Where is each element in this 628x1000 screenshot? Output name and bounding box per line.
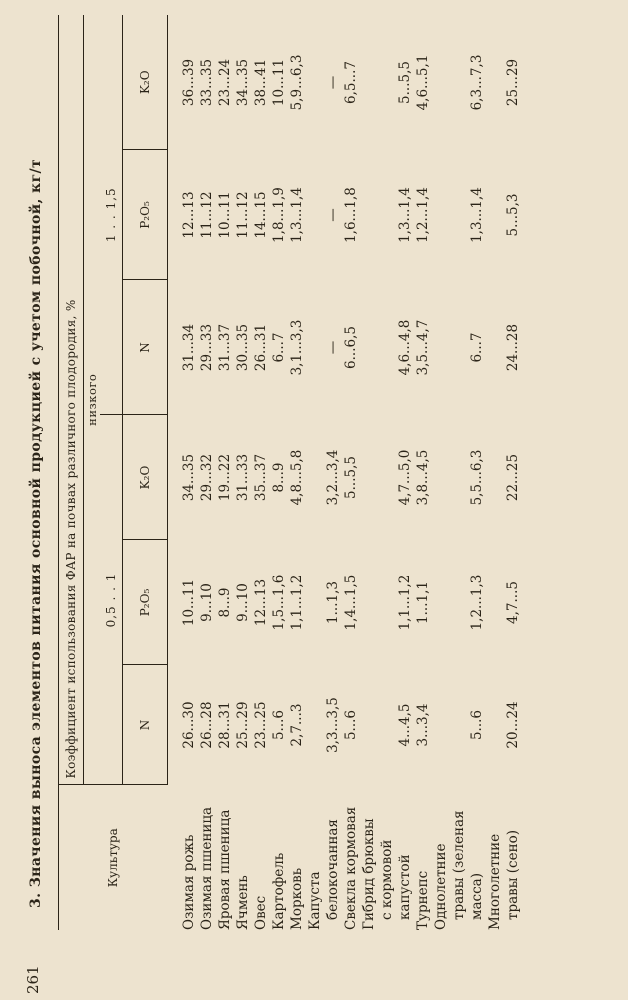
value-cell: 6...6,5 <box>343 326 359 369</box>
value-cell: 5...5,5 <box>343 456 359 499</box>
crop-name-line: Овес <box>253 895 269 930</box>
crop-name-line: масса) <box>469 873 485 920</box>
value-cell: 3,8...4,5 <box>415 449 431 506</box>
value-cell: 8...9 <box>217 587 233 618</box>
value-cell: 10...11 <box>271 58 287 107</box>
table-row <box>168 15 199 930</box>
crop-name <box>414 785 432 930</box>
value-cell: 19...22 <box>217 453 233 502</box>
value-cell: 11...12 <box>235 191 251 239</box>
table-row <box>270 15 288 930</box>
value-cell: — <box>325 340 341 355</box>
crop-name <box>342 785 360 930</box>
value-cell: 1,8...1,9 <box>271 187 287 243</box>
value-cell: 6...7 <box>469 332 485 363</box>
table-row <box>216 15 234 930</box>
value-cell: 1,4...1,5 <box>343 574 359 631</box>
value-cell: 29...32 <box>199 453 215 502</box>
crop-name-line: Картофель <box>271 852 287 930</box>
value-cell: 34...35 <box>181 453 197 502</box>
value-cell: 4,8...5,8 <box>289 449 305 506</box>
value-cell: 6,5...7 <box>343 61 359 104</box>
crop-name-line: Турнепс <box>415 870 431 930</box>
table-row <box>234 15 252 930</box>
value-cell: 10...11 <box>217 191 233 239</box>
table-row <box>288 15 306 930</box>
table-row <box>360 15 414 930</box>
value-cell: 12...13 <box>181 191 197 239</box>
value-cell: 31...34 <box>181 323 197 372</box>
element-header-n-2: N <box>123 280 168 415</box>
value-cell: 36...39 <box>181 58 197 107</box>
crop-name-line: Гибрид брюквы <box>361 818 377 930</box>
crop-name <box>432 785 486 930</box>
coefficient-header: Коэффициент использования ФАР на почвах различного плодородия, % <box>59 15 84 785</box>
value-cell: 9...10 <box>235 583 251 622</box>
crop-name-line: Морковь <box>289 867 305 930</box>
crop-name <box>216 785 234 930</box>
value-cell: 28...31 <box>217 701 233 749</box>
element-header-n-1: N <box>123 665 168 785</box>
value-cell: 11...12 <box>199 191 215 239</box>
crop-name-line: травы (зеленая <box>451 810 467 920</box>
crop-name-line: с кормовой <box>379 839 395 920</box>
value-cell: — <box>325 75 341 90</box>
crop-name-line: Озимая рожь <box>180 834 197 930</box>
crop-name-line: Яровая пшеница <box>217 809 233 930</box>
value-cell: 26...31 <box>253 323 269 372</box>
value-cell: 31...33 <box>235 453 251 502</box>
crop-name-line: Озимая пшеница <box>199 806 215 930</box>
value-cell: 20...24 <box>505 701 521 749</box>
crop-name <box>252 785 270 930</box>
value-cell: 6...7 <box>271 332 287 363</box>
value-cell: 24...28 <box>505 323 521 372</box>
crop-name <box>234 785 252 930</box>
crop-name <box>288 785 306 930</box>
value-cell: 1...1,3 <box>325 581 341 624</box>
value-cell: 29...33 <box>199 323 215 372</box>
value-cell: 35...37 <box>253 453 269 502</box>
crop-name <box>270 785 288 930</box>
element-header-k2o-2: K₂O <box>123 15 168 150</box>
value-cell: 14...15 <box>253 191 269 239</box>
crop-name <box>168 785 199 930</box>
value-cell: 1,1...1,2 <box>289 574 305 631</box>
value-cell: 12...13 <box>253 578 269 627</box>
element-header-p2o5-2: P₂O₅ <box>123 150 168 280</box>
value-cell: 30...35 <box>235 323 251 372</box>
value-cell: 3,2...3,4 <box>325 449 341 506</box>
range-header-2: 1 . . 1,5 <box>100 15 123 415</box>
table-row <box>414 15 432 930</box>
nutrient-removal-table <box>58 15 528 930</box>
value-cell: 31...37 <box>217 323 233 372</box>
crop-name <box>306 785 342 930</box>
crop-column-header: Культура <box>59 785 168 930</box>
table-row <box>342 15 360 930</box>
crop-name-line: Многолетние <box>487 833 503 930</box>
element-header-p2o5-1: P₂O₅ <box>123 540 168 665</box>
value-cell: 23...25 <box>253 701 269 749</box>
value-cell: 4,7...5 <box>505 581 521 624</box>
crop-name-line: Ячмень <box>235 875 251 930</box>
table-row <box>486 15 528 930</box>
crop-name <box>360 785 414 930</box>
element-header-k2o-1: K₂O <box>123 415 168 540</box>
page-number: 261 <box>24 965 42 994</box>
value-cell: 25...29 <box>505 58 521 107</box>
value-cell: 1,5...1,6 <box>271 574 287 631</box>
value-cell: 10...11 <box>181 578 197 627</box>
value-cell: 1,3...1,4 <box>289 187 305 243</box>
value-cell: 25...29 <box>235 701 251 749</box>
value-cell: — <box>325 208 341 222</box>
crop-name <box>486 785 528 930</box>
value-cell: 1,6...1,8 <box>343 187 359 243</box>
value-cell: 1,3...1,4 <box>397 187 413 243</box>
value-cell: 3,3...3,5 <box>325 697 341 753</box>
table-caption: 3. Значения выноса элементов питания основной продукцией с учетом побочной, кг/т <box>28 158 44 908</box>
fertility-header: низкого <box>85 373 99 426</box>
value-cell: 38...41 <box>253 58 269 107</box>
value-cell: 3,1...3,3 <box>289 319 305 376</box>
value-cell: 5,9...6,3 <box>289 54 305 111</box>
value-cell: 4,6...5,1 <box>415 54 431 111</box>
value-cell: 23...24 <box>217 58 233 107</box>
value-cell: 1,2...1,4 <box>415 187 431 243</box>
value-cell: 1...1,1 <box>415 581 431 624</box>
table-row <box>432 15 486 930</box>
value-cell: 4...4,5 <box>397 703 413 747</box>
value-cell: 9...10 <box>199 583 215 622</box>
crop-name <box>198 785 216 930</box>
value-cell: 3...3,4 <box>415 703 431 747</box>
table-row <box>252 15 270 930</box>
crop-name-line: Свекла кормовая <box>343 806 359 930</box>
value-cell: 34...35 <box>235 58 251 107</box>
value-cell: 33...35 <box>199 58 215 107</box>
value-cell: 1,3...1,4 <box>469 187 485 243</box>
crop-name-line: травы (сено) <box>505 829 521 920</box>
table-row <box>306 15 342 930</box>
crop-name-line: Капуста <box>307 871 323 930</box>
value-cell: 5...6 <box>271 709 287 741</box>
value-cell: 3,5...4,7 <box>415 319 431 376</box>
value-cell: 26...28 <box>199 701 215 749</box>
value-cell: 5...5,5 <box>397 61 413 104</box>
table-row <box>198 15 216 930</box>
value-cell: 5...5,3 <box>505 193 521 237</box>
value-cell: 4,6...4,8 <box>397 319 413 376</box>
value-cell: 2,7...3 <box>289 703 305 747</box>
crop-name-line: белокочанная <box>325 819 341 920</box>
value-cell: 5...6 <box>469 709 485 741</box>
table-body <box>168 15 529 930</box>
value-cell: 5...6 <box>343 709 359 741</box>
crop-name-line: Однолетние <box>433 843 449 930</box>
value-cell: 6,3...7,3 <box>469 54 485 111</box>
value-cell: 8...9 <box>271 462 287 493</box>
range-header-1: 0,5 . . 1 <box>100 415 123 785</box>
value-cell: 1,2...1,3 <box>469 574 485 631</box>
value-cell: 22...25 <box>505 453 521 502</box>
value-cell: 4,7...5,0 <box>397 449 413 506</box>
value-cell: 1,1...1,2 <box>397 574 413 631</box>
value-cell: 5,5...6,3 <box>469 449 485 506</box>
crop-name-line: капустой <box>397 854 413 920</box>
value-cell: 26...30 <box>181 701 197 749</box>
